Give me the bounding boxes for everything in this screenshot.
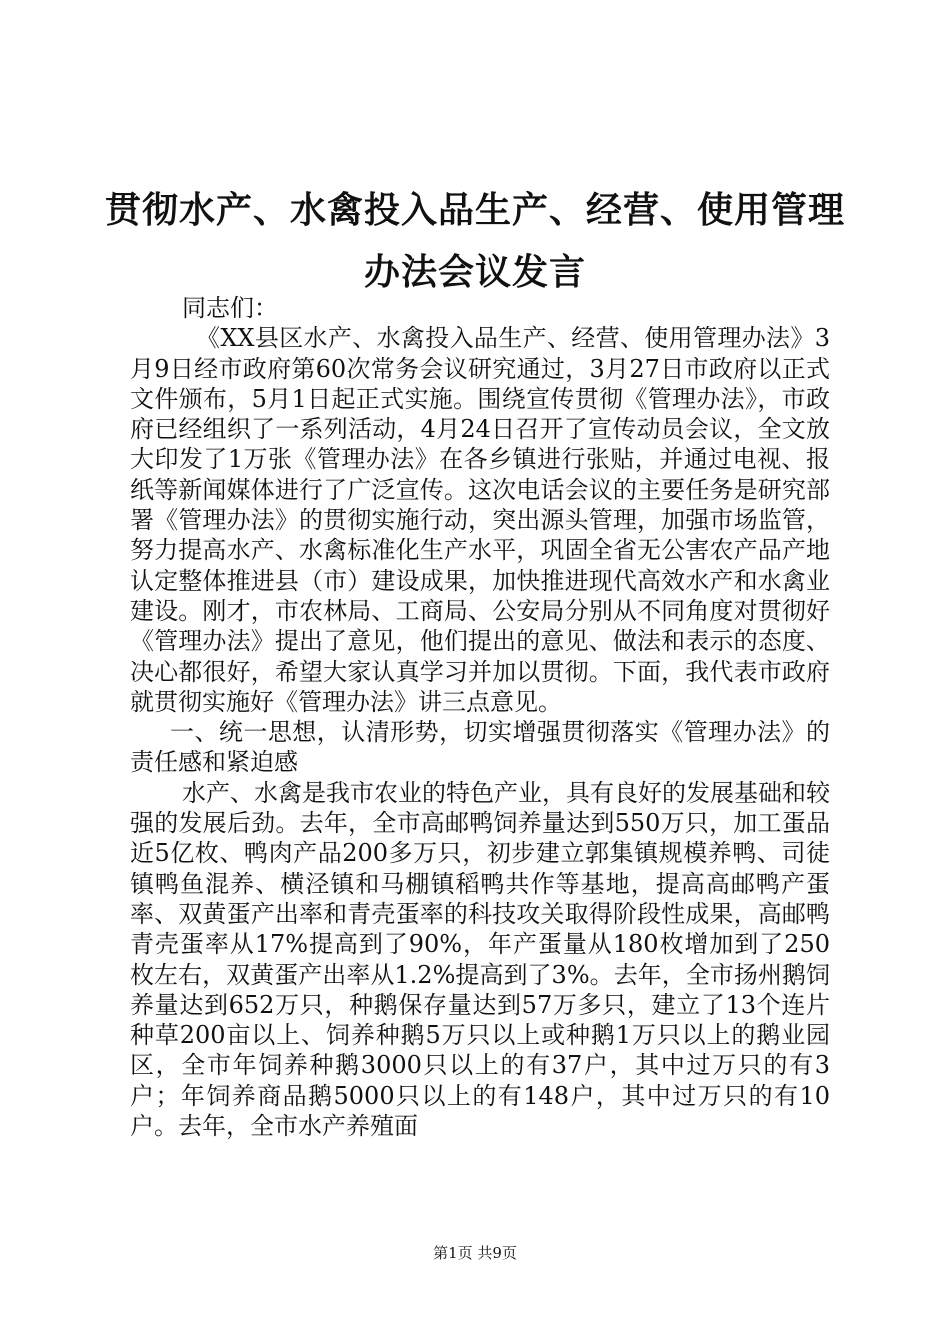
paragraph-intro: 《XX县区水产、水禽投入品生产、经营、使用管理办法》3月9日经市政府第60次常务会议研究通过，3月27日市政府以正式文件颁布，5月1日起正式实施。围绕宣传贯彻《管理办法》，市政府已经组织了一系列活动，4月24日召开了宣传动员会议，全文放大印发了1万张《管理办法》在各乡镇进行张贴，并通过电视、报纸等新闻媒体进行了广泛宣传。这次电话会议的主要任务是研究部署《管理办法》的贯彻实施行动，突出源头管理，加强市场监管，努力提高水产、水禽标准化生产水平，巩固全省无公害农产品产地认定整体推进县（市）建设成果，加快推进现代高效水产和水禽业建设。刚才，市农林局、工商局、公安局分别从不同角度对贯彻好《管理办法》提出了意见，他们提出的意见、做法和表示的态度、决心都很好，希望大家认真学习并加以贯彻。下面，我代表市政府就贯彻实施好《管理办法》讲三点意见。 [130, 324, 830, 716]
paragraph-section-1: 水产、水禽是我市农业的特色产业，具有良好的发展基础和较强的发展后劲。去年，全市高邮鸭饲养量达到550万只，加工蛋品近5亿枚、鸭肉产品200多万只，初步建立郭集镇规模养鸭、司徒镇鸭鱼混养、横泾镇和马棚镇稻鸭共作等基地，提高高邮鸭产蛋率、双黄蛋产出率和青壳蛋率的科技攻关取得阶段性成果，高邮鸭青壳蛋率从17%提高到了90%，年产蛋量从180枚增加到了250枚左右，双黄蛋产出率从1.2%提高到了3%。去年，全市扬州鹅饲养量达到652万只，种鹅保存量达到57万多只，建立了13个连片种草200亩以上、饲养种鹅5万只以上或种鹅1万只以上的鹅业园区，全市年饲养种鹅3000只以上的有37户，其中过万只的有3户；年饲养商品鹅5000只以上的有148户，其中过万只的有10户。去年，全市水产养殖面 [130, 778, 830, 1141]
document-title-line-2: 办法会议发言 [363, 251, 586, 293]
section-heading-1: 一、统一思想，认清形势，切实增强贯彻落实《管理办法》的责任感和紧迫感 [130, 718, 830, 777]
document-title-line-1: 贯彻水产、水禽投入品生产、经营、使用管理 [104, 189, 845, 231]
document-body [130, 293, 830, 1141]
page-number-footer: 第1页 共9页 [433, 1244, 517, 1262]
salutation: 同志们： [182, 294, 278, 322]
